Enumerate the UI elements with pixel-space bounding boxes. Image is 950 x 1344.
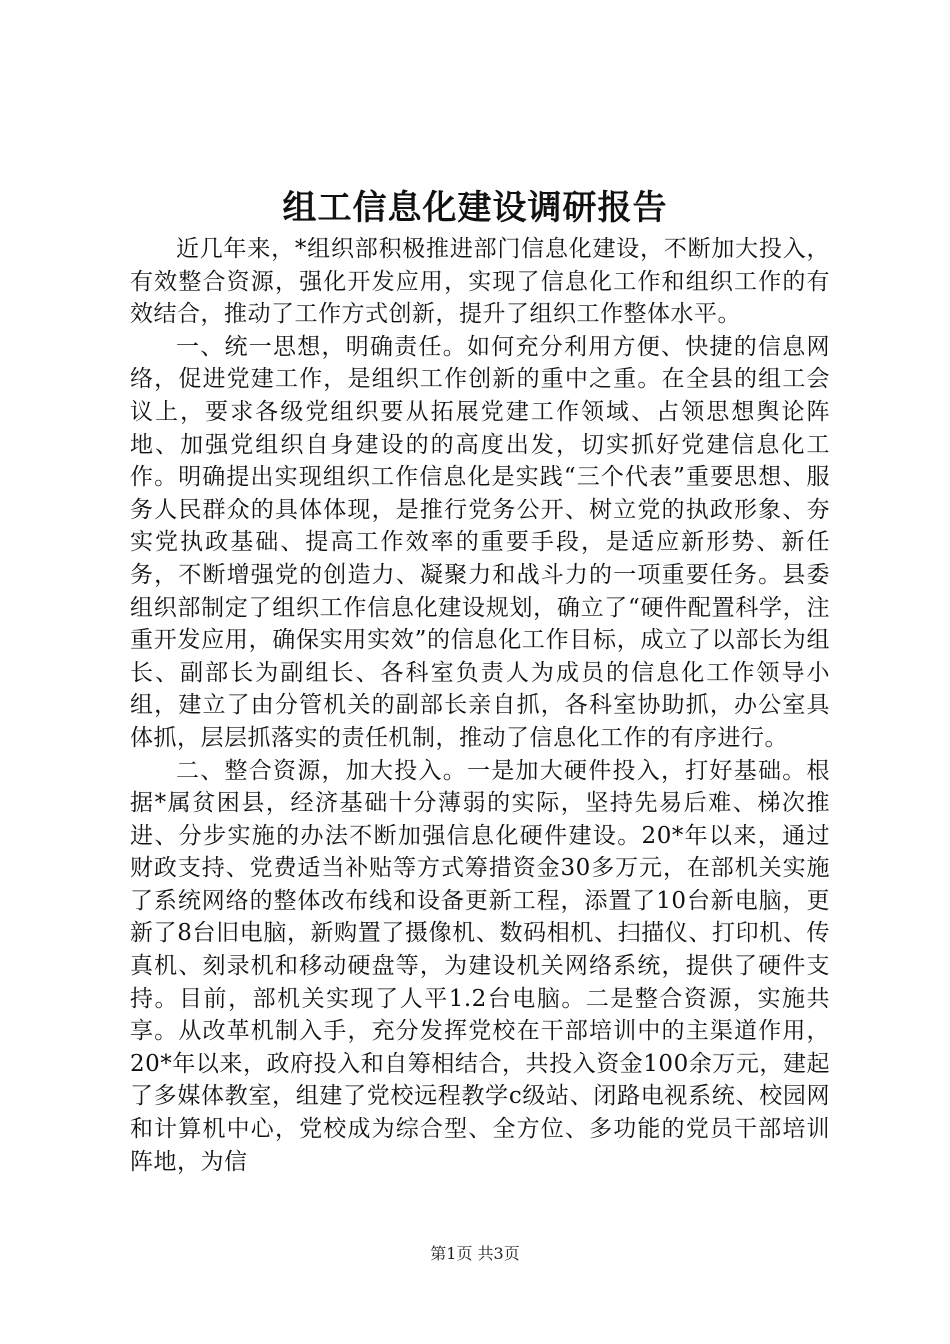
paragraph-section-one: 一、统一思想，明确责任。如何充分利用方便、快捷的信息网络，促进党建工作，是组织工作创新的重中之重。在全县的组工会议上，要求各级党组织要从拓展党建工作领域、占领思想舆论阵地、加强党组织自身建设的的高度出发，切实抓好党建信息化工作。明确提出实现组织工作信息化是实践“三个代表”重要思想、服务人民群众的具体体现，是推行党务公开、树立党的执政形象、夯实党执政基础、提高工作效率的重要手段，是适应新形势、新任务，不断增强党的创造力、凝聚力和战斗力的一项重要任务。县委组织部制定了组织工作信息化建设规划，确立了“硬件配置科学，注重开发应用，确保实用实效”的信息化工作目标，成立了以部长为组长、副部长为副组长、各科室负责人为成员的信息化工作领导小组，建立了由分管机关的副部长亲自抓，各科室协助抓，办公室具体抓，层层抓落实的责任机制，推动了信息化工作的有序进行。 xyxy=(130,333,830,751)
paragraph-section-two: 二、整合资源，加大投入。一是加大硬件投入，打好基础。根据*属贫困县，经济基础十分薄弱的实际，坚持先易后难、梯次推进、分步实施的办法不断加强信息化硬件建设。20*年以来，通过财政支持、党费适当补贴等方式筹措资金30多万元，在部机关实施了系统网络的整体改布线和设备更新工程，添置了10台新电脑，更新了8台旧电脑，新购置了摄像机、数码相机、扫描仪、打印机、传真机、刻录机和移动硬盘等，为建设机关网络系统，提供了硬件支持。目前，部机关实现了人平1.2台电脑。二是整合资源，实施共享。从改革机制入手，充分发挥党校在干部培训中的主渠道作用，20*年以来，政府投入和自筹相结合，共投入资金100余万元，建起了多媒体教室，组建了党校远程教学c级站、闭路电视系统、校园网和计算机中心，党校成为综合型、全方位、多功能的党员干部培训阵地，为信 xyxy=(130,757,830,1175)
document-title: 组工信息化建设调研报告 xyxy=(282,188,668,228)
page-number-footer: 第1页 共3页 xyxy=(430,1244,520,1263)
paragraph-intro: 近几年来，*组织部积极推进部门信息化建设，不断加大投入，有效整合资源，强化开发应用，实现了信息化工作和组织工作的有效结合，推动了工作方式创新，提升了组织工作整体水平。 xyxy=(130,236,830,328)
document-body xyxy=(130,233,830,1178)
